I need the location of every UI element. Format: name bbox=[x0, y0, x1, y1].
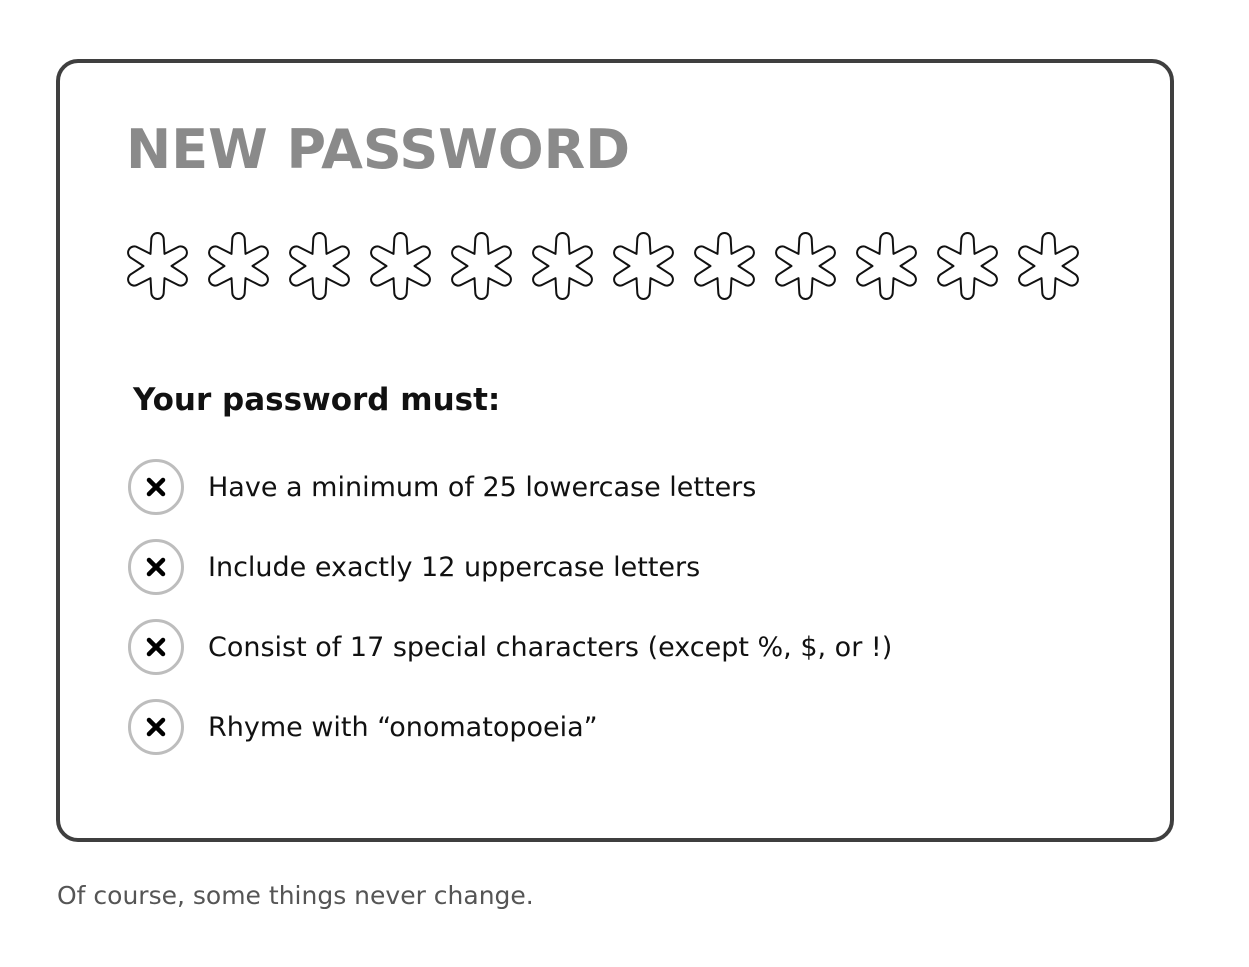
asterisk-outline-icon bbox=[853, 229, 920, 303]
asterisk-outline-icon bbox=[205, 229, 272, 303]
asterisk-outline-icon bbox=[529, 229, 596, 303]
asterisk-outline-icon bbox=[934, 229, 1001, 303]
requirements-list bbox=[128, 456, 892, 776]
asterisk-outline-icon bbox=[448, 229, 515, 303]
x-icon bbox=[128, 619, 184, 675]
requirement-item bbox=[128, 456, 892, 518]
requirement-text: Rhyme with “onomatopoeia” bbox=[208, 711, 598, 743]
x-icon bbox=[128, 539, 184, 595]
asterisk-outline-icon bbox=[691, 229, 758, 303]
requirement-text: Consist of 17 special characters (except %, $, or !) bbox=[208, 631, 893, 663]
asterisk-outline-icon bbox=[772, 229, 839, 303]
page-title: NEW PASSWORD bbox=[126, 118, 631, 181]
requirement-text: Include exactly 12 uppercase letters bbox=[208, 551, 701, 583]
asterisk-outline-icon bbox=[124, 229, 191, 303]
new-password-card bbox=[56, 59, 1174, 842]
requirement-text: Have a minimum of 25 lowercase letters bbox=[208, 471, 757, 503]
x-icon bbox=[128, 459, 184, 515]
password-field[interactable] bbox=[124, 229, 1082, 305]
x-icon bbox=[128, 699, 184, 755]
requirement-item bbox=[128, 616, 892, 678]
asterisk-outline-icon bbox=[286, 229, 353, 303]
caption: Of course, some things never change. bbox=[57, 881, 534, 910]
requirement-item bbox=[128, 536, 892, 598]
requirement-item bbox=[128, 696, 892, 758]
requirements-heading: Your password must: bbox=[133, 382, 501, 418]
asterisk-outline-icon bbox=[1015, 229, 1082, 303]
asterisk-outline-icon bbox=[610, 229, 677, 303]
asterisk-outline-icon bbox=[367, 229, 434, 303]
